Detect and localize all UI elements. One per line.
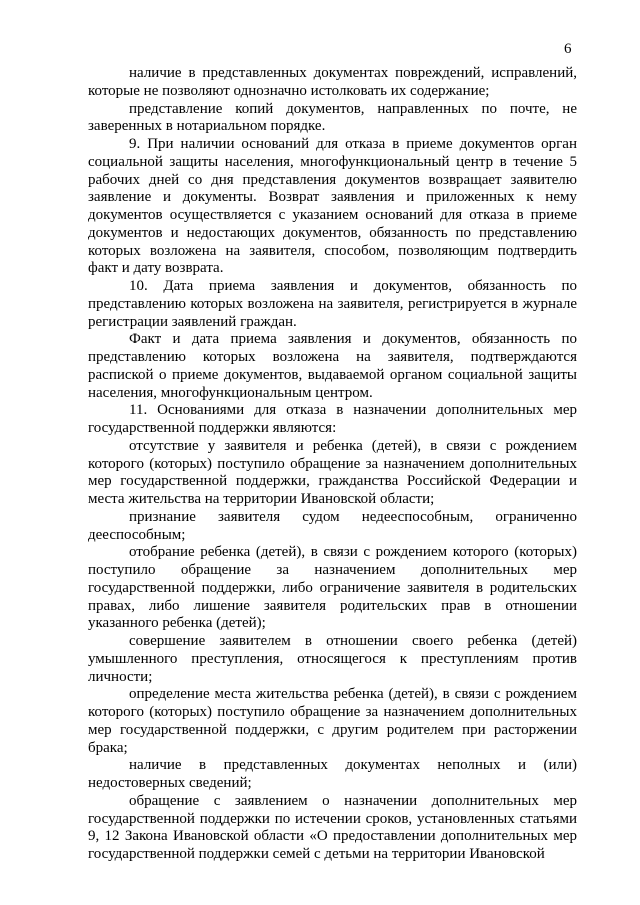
paragraph-unnotarized-copies: представление копий документов, направленных по почте, не заверенных в нотариальном порядке. — [88, 100, 577, 135]
paragraph-item-11: 11. Основаниями для отказа в назначении дополнительных мер государственной поддержки являются: — [88, 402, 577, 436]
paragraph-child-removal: отобрание ребенка (детей), в связи с рождением которого (которых) поступило обращение за назначением дополнительных мер государственной поддержки, либо ограничение заявителя в родительских правах, либо лишение заявителя родительских прав в отношении указанного ребенка (детей); — [88, 544, 577, 632]
paragraph-missed-deadline: обращение с заявлением о назначении дополнительных мер государственной поддержки по истечении сроков, установленных статьями 9, 12 Закона Ивановской области «О предоставлении дополнительных мер государственной поддержки семей с детьми на территории Ивановской — [88, 792, 577, 862]
paragraph-crime-against-child: совершение заявителем в отношении своего ребенка (детей) умышленного преступления, относящегося к преступлениям против личности; — [88, 633, 577, 685]
page-number: 6 — [564, 41, 572, 57]
paragraph-residence-other-parent: определение места жительства ребенка (детей), в связи с рождением которого (которых) поступило обращение за назначением дополнительных мер государственной поддержки, с другим родителем при расторжении брака; — [88, 686, 577, 756]
paragraph-item-9: 9. При наличии оснований для отказа в приеме документов орган социальной защиты населения, многофункциональный центр в течение 5 рабочих дней со дня представления документов возвращает заявителю заявление и документы. Возврат заявления и приложенных к нему документов осуществляется с указанием оснований для отказа в приеме документов и недостающих документов, обязанность по представлению которых возложена на заявителя, способом, позволяющим подтвердить факт и дату возврата. — [88, 136, 577, 277]
paragraph-item-10: 10. Дата приема заявления и документов, обязанность по представлению которых возложена на заявителя, регистрируется в журнале регистрации заявлений граждан. — [88, 278, 577, 330]
paragraph-incomplete-information: наличие в представленных документах неполных и (или) недостоверных сведений; — [88, 757, 577, 791]
document-body — [88, 65, 577, 864]
paragraph-receipt-confirmation: Факт и дата приема заявления и документов, обязанность по представлению которых возложена на заявителя, подтверждаются распиской о приеме документов, выдаваемой органом социальной защиты населения, многофункциональным центром. — [88, 331, 577, 401]
paragraph-damaged-documents: наличие в представленных документах повреждений, исправлений, которые не позволяют однозначно истолковать их содержание; — [88, 65, 577, 99]
paragraph-no-citizenship: отсутствие у заявителя и ребенка (детей), в связи с рождением которого (которых) поступило обращение за назначением дополнительных мер государственной поддержки, гражданства Российской Федерации и места жительства на территории Ивановской области; — [88, 437, 577, 507]
paragraph-incapacity: признание заявителя судом недееспособным, ограниченно дееспособным; — [88, 508, 577, 543]
